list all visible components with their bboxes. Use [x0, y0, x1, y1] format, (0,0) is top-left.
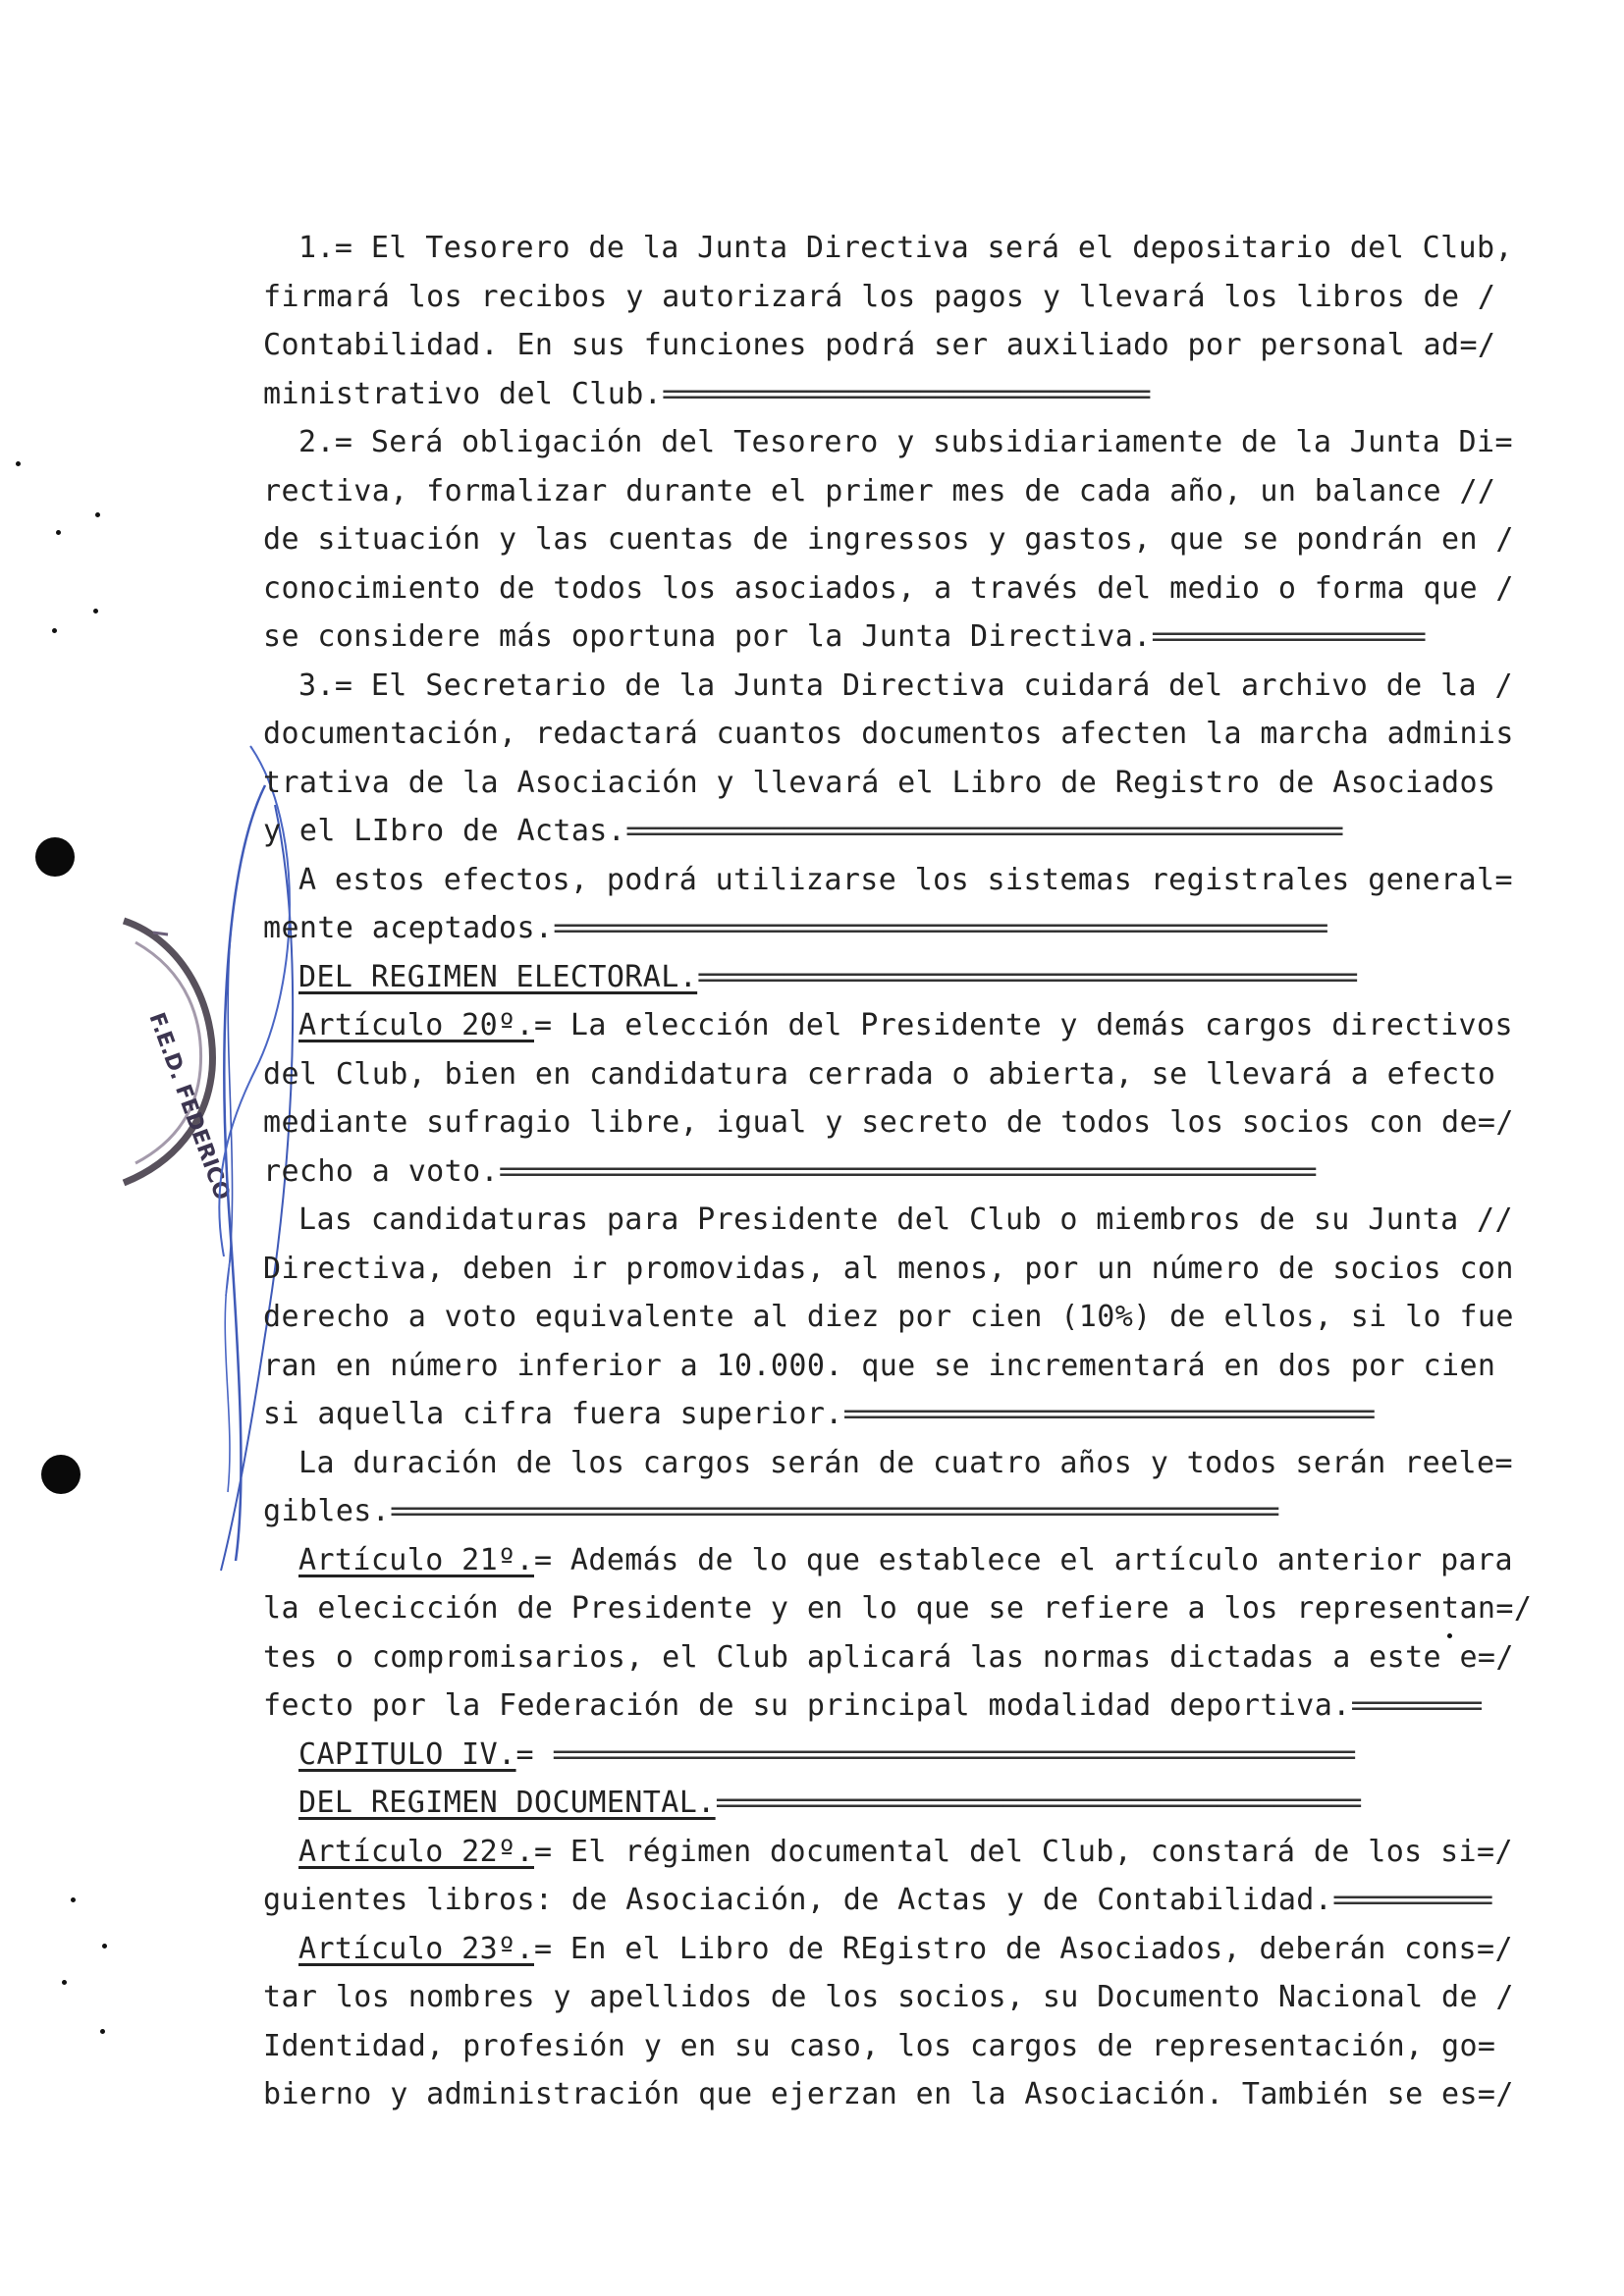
text-line — [263, 1682, 1480, 1731]
line-text: guientes libros: de Asociación, de Actas y de Contabilidad. — [263, 1883, 1333, 1917]
line-filler: ========================================================= — [499, 1153, 1315, 1189]
text-line — [263, 613, 1424, 662]
line-text: del Club, bien en candidatura cerrada o abierta, se llevará a efecto — [263, 1056, 1496, 1092]
text-line — [263, 467, 1496, 516]
text-line — [263, 1584, 1533, 1633]
line-text: La duración de los cargos serán de cuatro años y todos serán reele= — [298, 1445, 1513, 1480]
text-line — [263, 1245, 1514, 1294]
line-text: = Además de lo que establece el artículo anterior para — [534, 1542, 1513, 1577]
text-line — [263, 1487, 1402, 1536]
text-line — [263, 1633, 1514, 1682]
line-text: documentación, redactará cuantos documentos afecten la marcha adminis — [263, 717, 1514, 751]
scan-speck — [100, 2029, 105, 2034]
line-filler: ===================================== — [842, 1397, 1373, 1431]
line-text: mediante sufragio libre, igual y secreto de todos los socios con de=/ — [263, 1105, 1514, 1140]
scan-speck — [102, 1944, 107, 1949]
scan-speck — [71, 1897, 76, 1902]
binder-hole-top — [35, 837, 75, 877]
scan-speck — [52, 628, 57, 633]
line-text: A estos efectos, podrá utilizarse los sistemas registrales general= — [298, 862, 1513, 897]
text-line — [263, 224, 1513, 273]
text-line — [263, 1050, 1496, 1099]
text-line — [263, 1731, 1402, 1780]
line-text: ran en número inferior a 10.000. que se incrementará en dos por cien — [263, 1348, 1496, 1383]
text-line — [263, 662, 1513, 711]
line-filler: =================== — [1151, 619, 1424, 654]
heading-underlined: Artículo 23º. — [298, 1931, 534, 1966]
line-filler: ================================== — [662, 376, 1149, 411]
line-text: firmará los recibos y autorizará los pagos y llevará los libros de / — [263, 279, 1496, 314]
heading-underlined: DEL REGIMEN DOCUMENTAL. — [298, 1786, 716, 1820]
line-text: rectiva, formalizar durante el primer mes de cada año, un balance // — [263, 473, 1496, 508]
line-text: tes o compromisarios, el Club aplicará las normas dictadas a este e=/ — [263, 1639, 1514, 1675]
text-line — [263, 515, 1514, 564]
text-line — [263, 856, 1513, 905]
text-line — [263, 1973, 1514, 2022]
line-text: bierno y administración que ejerzan en la Asociación. También se es=/ — [263, 2077, 1514, 2111]
line-text: = La elección del Presidente y demás cargos directivos — [534, 1008, 1513, 1042]
text-line — [263, 807, 1402, 856]
line-text: se considere más oportuna por la Junta Directiva. — [263, 619, 1152, 654]
text-line — [263, 1779, 1402, 1828]
text-line — [263, 1439, 1513, 1488]
line-text: 1.= El Tesorero de la Junta Directiva será el depositario del Club, — [298, 231, 1513, 265]
text-line — [263, 1148, 1402, 1197]
line-text: conocimiento de todos los asociados, a través del medio o forma que / — [263, 570, 1514, 606]
scan-speck — [93, 609, 98, 614]
line-filler: ============================================================== — [390, 1494, 1277, 1528]
scan-speck — [62, 1980, 67, 1985]
heading-underlined: DEL REGIMEN ELECTORAL. — [298, 959, 698, 994]
heading-underlined: Artículo 22º. — [298, 1834, 534, 1869]
line-filler: ============================================== — [697, 959, 1355, 994]
line-filler: ========= — [1350, 1688, 1480, 1723]
line-text: trativa de la Asociación y llevará el Libro de Registro de Asociados — [263, 765, 1496, 800]
scan-speck — [1447, 1633, 1452, 1638]
binder-hole-bottom — [41, 1455, 81, 1494]
line-text: derecho a voto equivalente al diez por cien (10%) de ellos, si lo fue — [263, 1300, 1514, 1334]
line-text: Contabilidad. En sus funciones podrá ser auxiliado por personal ad=/ — [263, 328, 1496, 362]
text-line — [263, 2070, 1514, 2119]
text-line — [263, 1098, 1514, 1148]
document-body — [263, 224, 1533, 2119]
line-filler: =========== — [1332, 1883, 1490, 1917]
heading-underlined: Artículo 21º. — [298, 1542, 534, 1577]
line-text: la elecicción de Presidente y en lo que se refiere a los representan=/ — [263, 1591, 1533, 1626]
heading-underlined: Artículo 20º. — [298, 1008, 534, 1042]
text-line — [263, 1390, 1402, 1439]
line-text: tar los nombres y apellidos de los socios, su Documento Nacional de / — [263, 1980, 1514, 2014]
line-filler: ====================================================== — [553, 911, 1326, 945]
line-text: = El régimen documental del Club, constará de los si=/ — [534, 1834, 1513, 1869]
text-line — [263, 370, 1402, 419]
line-text: gibles. — [263, 1494, 391, 1528]
text-line — [263, 321, 1496, 370]
line-filler: ======================================================== — [552, 1736, 1353, 1772]
line-text: 2.= Será obligación del Tesorero y subsidiariamente de la Junta Di= — [298, 425, 1513, 459]
text-line — [263, 1196, 1513, 1245]
line-text: mente aceptados. — [263, 911, 554, 945]
scan-speck — [56, 530, 61, 535]
line-filler: ================================================== — [625, 814, 1341, 848]
scan-speck — [16, 461, 21, 466]
text-line — [263, 710, 1514, 759]
line-text: si aquella cifra fuera superior. — [263, 1397, 843, 1431]
text-line — [263, 273, 1496, 322]
scan-speck — [95, 512, 100, 517]
line-text: y el LIbro de Actas. — [263, 814, 626, 848]
line-text: recho a voto. — [263, 1153, 499, 1189]
seal-text: F.E.D. FEDERICO — [143, 1009, 235, 1204]
line-text: Directiva, deben ir promovidas, al menos, por un número de socios con — [263, 1251, 1514, 1286]
text-line — [263, 904, 1402, 953]
heading-underlined: CAPITULO IV. — [298, 1736, 516, 1772]
text-line — [263, 953, 1402, 1002]
line-text: 3.= El Secretario de la Junta Directiva cuidará del archivo de la / — [298, 667, 1513, 703]
text-line — [263, 1342, 1496, 1391]
text-line — [263, 1536, 1513, 1585]
text-line — [263, 1925, 1513, 1974]
text-line — [263, 1828, 1513, 1877]
line-text: ministrativo del Club. — [263, 376, 663, 411]
line-text: Las candidaturas para Presidente del Club o miembros de su Junta // — [298, 1202, 1513, 1237]
line-text: Identidad, profesión y en su caso, los cargos de representación, go= — [263, 2028, 1496, 2063]
line-filler: ============================================= — [715, 1786, 1359, 1820]
text-line — [263, 1001, 1513, 1050]
text-line — [263, 1876, 1490, 1925]
text-line — [263, 759, 1496, 808]
text-line — [263, 418, 1513, 467]
line-text: fecto por la Federación de su principal modalidad deportiva. — [263, 1688, 1351, 1723]
line-text: = En el Libro de REgistro de Asociados, deberán cons=/ — [534, 1931, 1513, 1966]
text-line — [263, 2022, 1496, 2071]
text-line — [263, 564, 1514, 614]
text-line — [263, 1293, 1514, 1342]
line-text: de situación y las cuentas de ingressos y gastos, que se pondrán en / — [263, 522, 1514, 557]
line-text: = — [515, 1736, 553, 1772]
